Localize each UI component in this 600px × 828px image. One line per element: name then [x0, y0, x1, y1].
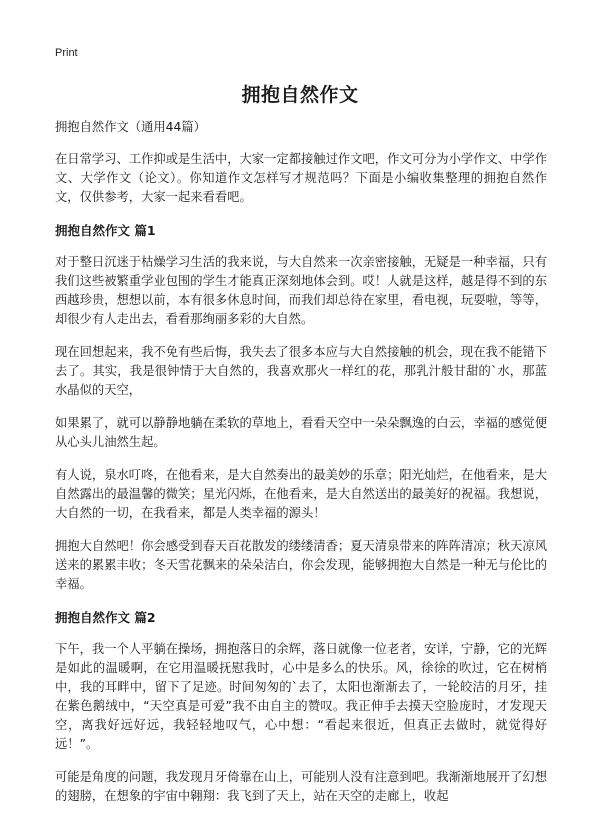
section-heading-2: 拥抱自然作文 篇2	[55, 610, 156, 625]
section-1-paragraph: 现在回想起来，我不免有些后悔，我失去了很多本应与大自然接触的机会，现在我不能错下去了。其实，我是很钟情于大自然的，我喜欢那火一样红的花，那乳汁般甘甜的`水，那蓝水晶似的天空，	[55, 345, 547, 397]
section-2-paragraph: 可能是角度的问题，我发现月牙倚靠在山上，可能别人没有注意到吧。我渐渐地展开了幻想的翅膀，在想象的宇宙中翱翔：我飞到了天上，站在天空的走廊上，收起	[55, 770, 547, 803]
article-body	[55, 118, 547, 820]
section-1-paragraph: 对于整日沉迷于枯燥学习生活的我来说，与大自然来一次亲密接触，无疑是一种幸福，只有我们这些被繁重学业包围的学生才能真正深刻地体会到。哎！人就是这样，越是得不到的东西越珍贵，想想以前，本有很多休息时间，而我们却总待在家里，看电视，玩耍啦，等等，却很少有人走出去，看看那绚丽多彩的大自然。	[55, 255, 547, 326]
section-heading-1: 拥抱自然作文 篇1	[55, 223, 156, 238]
intro-paragraph: 在日常学习、工作抑或是生活中，大家一定都接触过作文吧，作文可分为小学作文、中学作文、大学作文（论文）。你知道作文怎样写才规范吗？下面是小编收集整理的拥抱自然作文，仅供参考，大家一起来看看吧。	[55, 152, 547, 204]
page-title: 拥抱自然作文	[241, 84, 359, 106]
article-subtitle: 拥抱自然作文（通用44篇）	[55, 120, 206, 134]
section-2-paragraph: 下午，我一个人平躺在操场，拥抱落日的余辉，落日就像一位老者，安详，宁静，它的光辉是如此的温暖啊，在它用温暖抚慰我时，心中是多么的快乐。风，徐徐的吹过，它在树梢中，我的耳畔中，留下了足迹。时间匆匆的`去了，太阳也渐渐去了，一轮皎洁的月牙，挂在紫色鹅绒中，“天空真是可爱”我不由自主的赞叹。我正伸手去摸天空脸庞时，才发现天空，离我好远好远，我轻轻地叹气，心中想：“看起来很近，但真正去做时，就觉得好远！”。	[55, 642, 547, 751]
section-1-paragraph: 如果累了，就可以静静地躺在柔软的草地上，看看天空中一朵朵飘逸的白云，幸福的感觉便从心头儿油然生起。	[55, 416, 547, 449]
print-link[interactable]: Print	[55, 47, 78, 59]
section-1-paragraph: 有人说，泉水叮咚，在他看来，是大自然奏出的最美妙的乐章；阳光灿烂，在他看来，是大自然露出的最温馨的微笑；星光闪烁，在他看来，是大自然送出的最美好的祝福。我想说，大自然的一切，在我看来，都是人类幸福的源头！	[55, 468, 547, 520]
section-1-paragraph: 拥抱大自然吧！你会感受到春天百花散发的缕缕清香；夏天清泉带来的阵阵清凉；秋天凉风送来的累累丰收；冬天雪花飘来的朵朵洁白，你会发现，能够拥抱大自然是一种无与伦比的幸福。	[55, 539, 547, 591]
